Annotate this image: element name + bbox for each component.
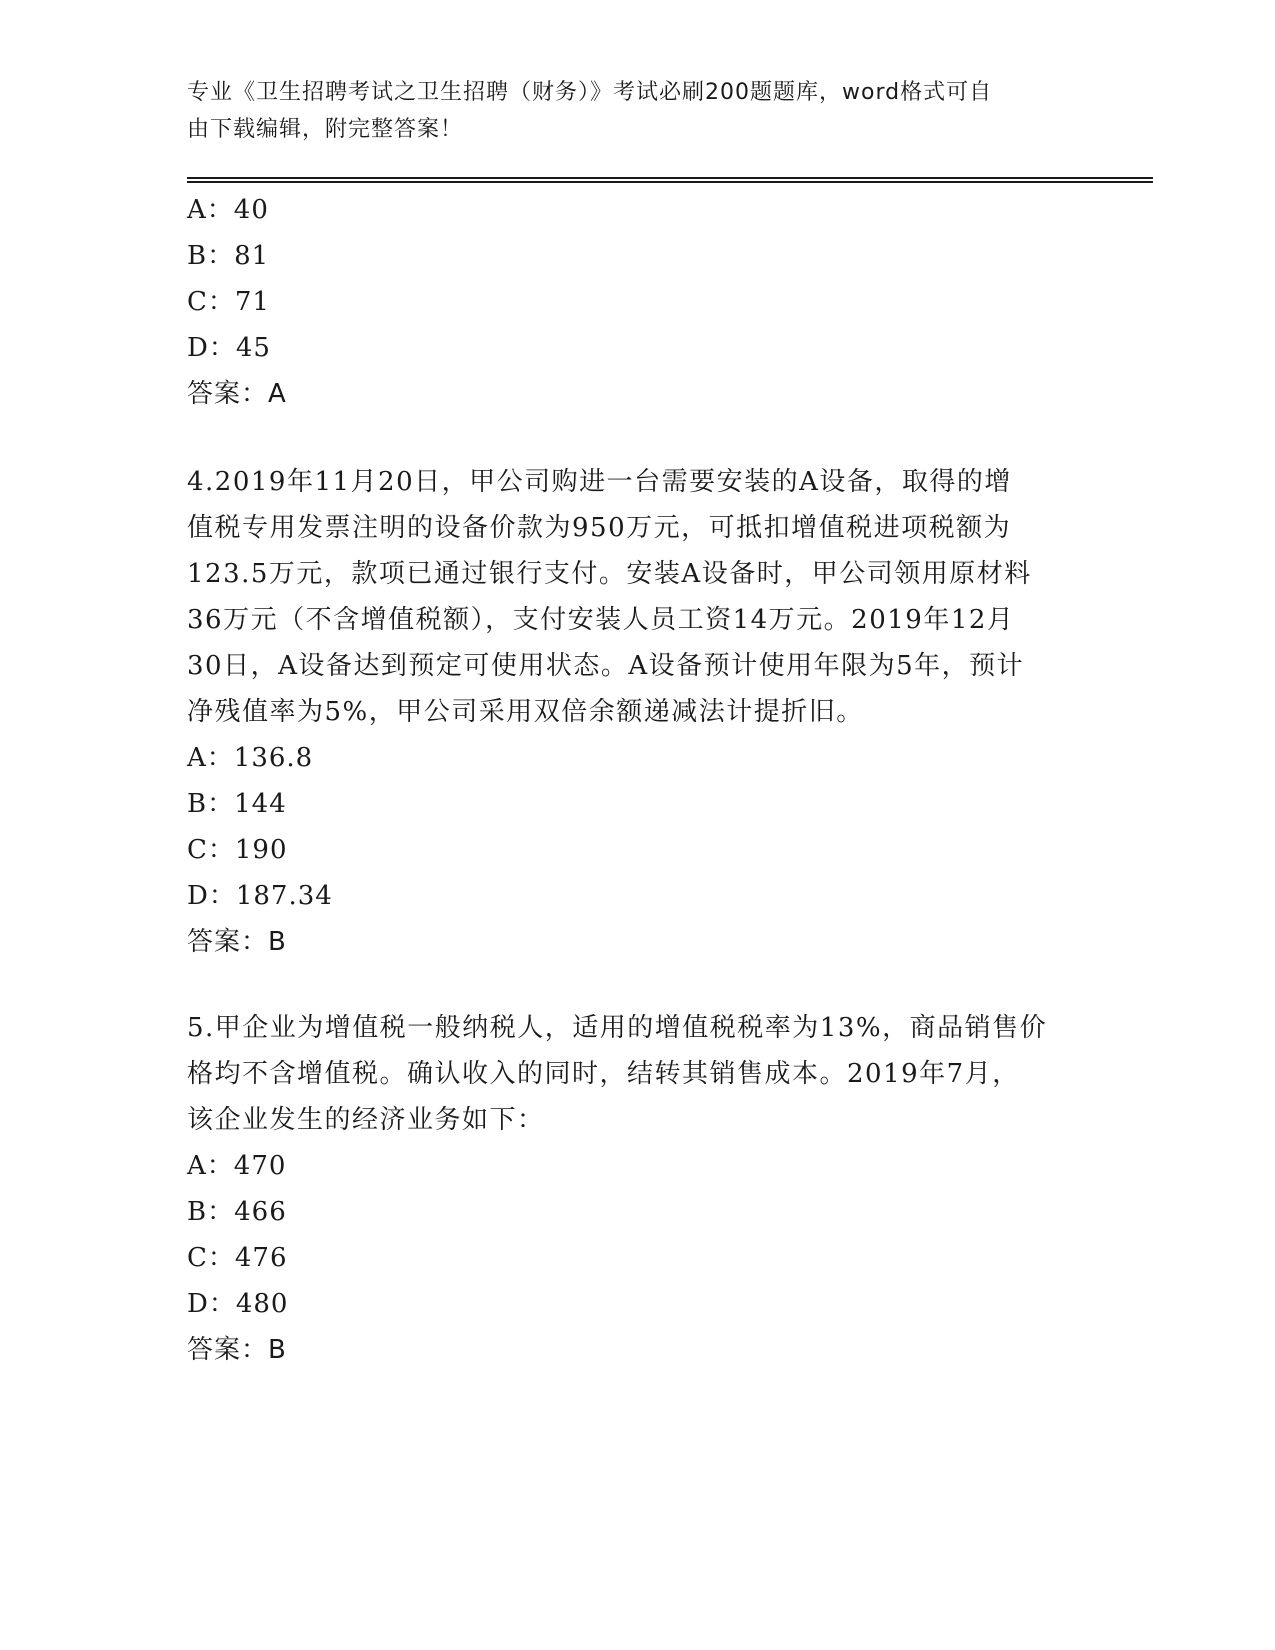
option-c: C：71 (187, 287, 270, 317)
answer-line: 答案：B (187, 927, 287, 957)
stem-line: 净残值率为5%，甲公司采用双倍余额递减法计提折旧。 (187, 697, 864, 727)
option-c: C：190 (187, 835, 288, 865)
document-header (187, 74, 1067, 148)
option-b: B：81 (187, 241, 270, 271)
question-5 (187, 1005, 1087, 1373)
option-b: B：466 (187, 1197, 287, 1227)
header-divider-bottom (187, 181, 1153, 183)
option-b: B：144 (187, 789, 287, 819)
stem-line: 格均不含增值税。确认收入的同时，结转其销售成本。2019年7月， (187, 1059, 1020, 1089)
header-divider-top (187, 177, 1153, 179)
option-c: C：476 (187, 1243, 288, 1273)
stem-line: 30日，A设备达到预定可使用状态。A设备预计使用年限为5年，预计 (187, 651, 1025, 681)
option-a: A：136.8 (187, 743, 314, 773)
stem-line: 36万元（不含增值税额），支付安装人员工资14万元。2019年12月 (187, 605, 1015, 635)
stem-line: 该企业发生的经济业务如下： (187, 1105, 545, 1135)
question-partial (187, 187, 1087, 417)
stem-line: 4.2019年11月20日，甲公司购进一台需要安装的A设备，取得的增 (187, 467, 1012, 497)
stem-line: 5.甲企业为增值税一般纳税人，适用的增值税税率为13%，商品销售价 (187, 1013, 1048, 1043)
option-a: A：470 (187, 1151, 287, 1181)
header-line-2: 由下载编辑，附完整答案！ (187, 117, 464, 142)
option-a: A：40 (187, 195, 269, 225)
question-4 (187, 459, 1087, 965)
answer-line: 答案：A (187, 379, 287, 409)
option-d: D：187.34 (187, 881, 333, 911)
question-stem (187, 1005, 1087, 1143)
answer-line: 答案：B (187, 1335, 287, 1365)
question-stem (187, 459, 1087, 735)
header-line-1: 专业《卫生招聘考试之卫生招聘（财务）》考试必刷200题题库，word格式可自 (187, 80, 993, 105)
option-d: D：45 (187, 333, 271, 363)
stem-line: 123.5万元，款项已通过银行支付。安装A设备时，甲公司领用原材料 (187, 559, 1032, 589)
option-d: D：480 (187, 1289, 289, 1319)
stem-line: 值税专用发票注明的设备价款为950万元，可抵扣增值税进项税额为 (187, 513, 1012, 543)
